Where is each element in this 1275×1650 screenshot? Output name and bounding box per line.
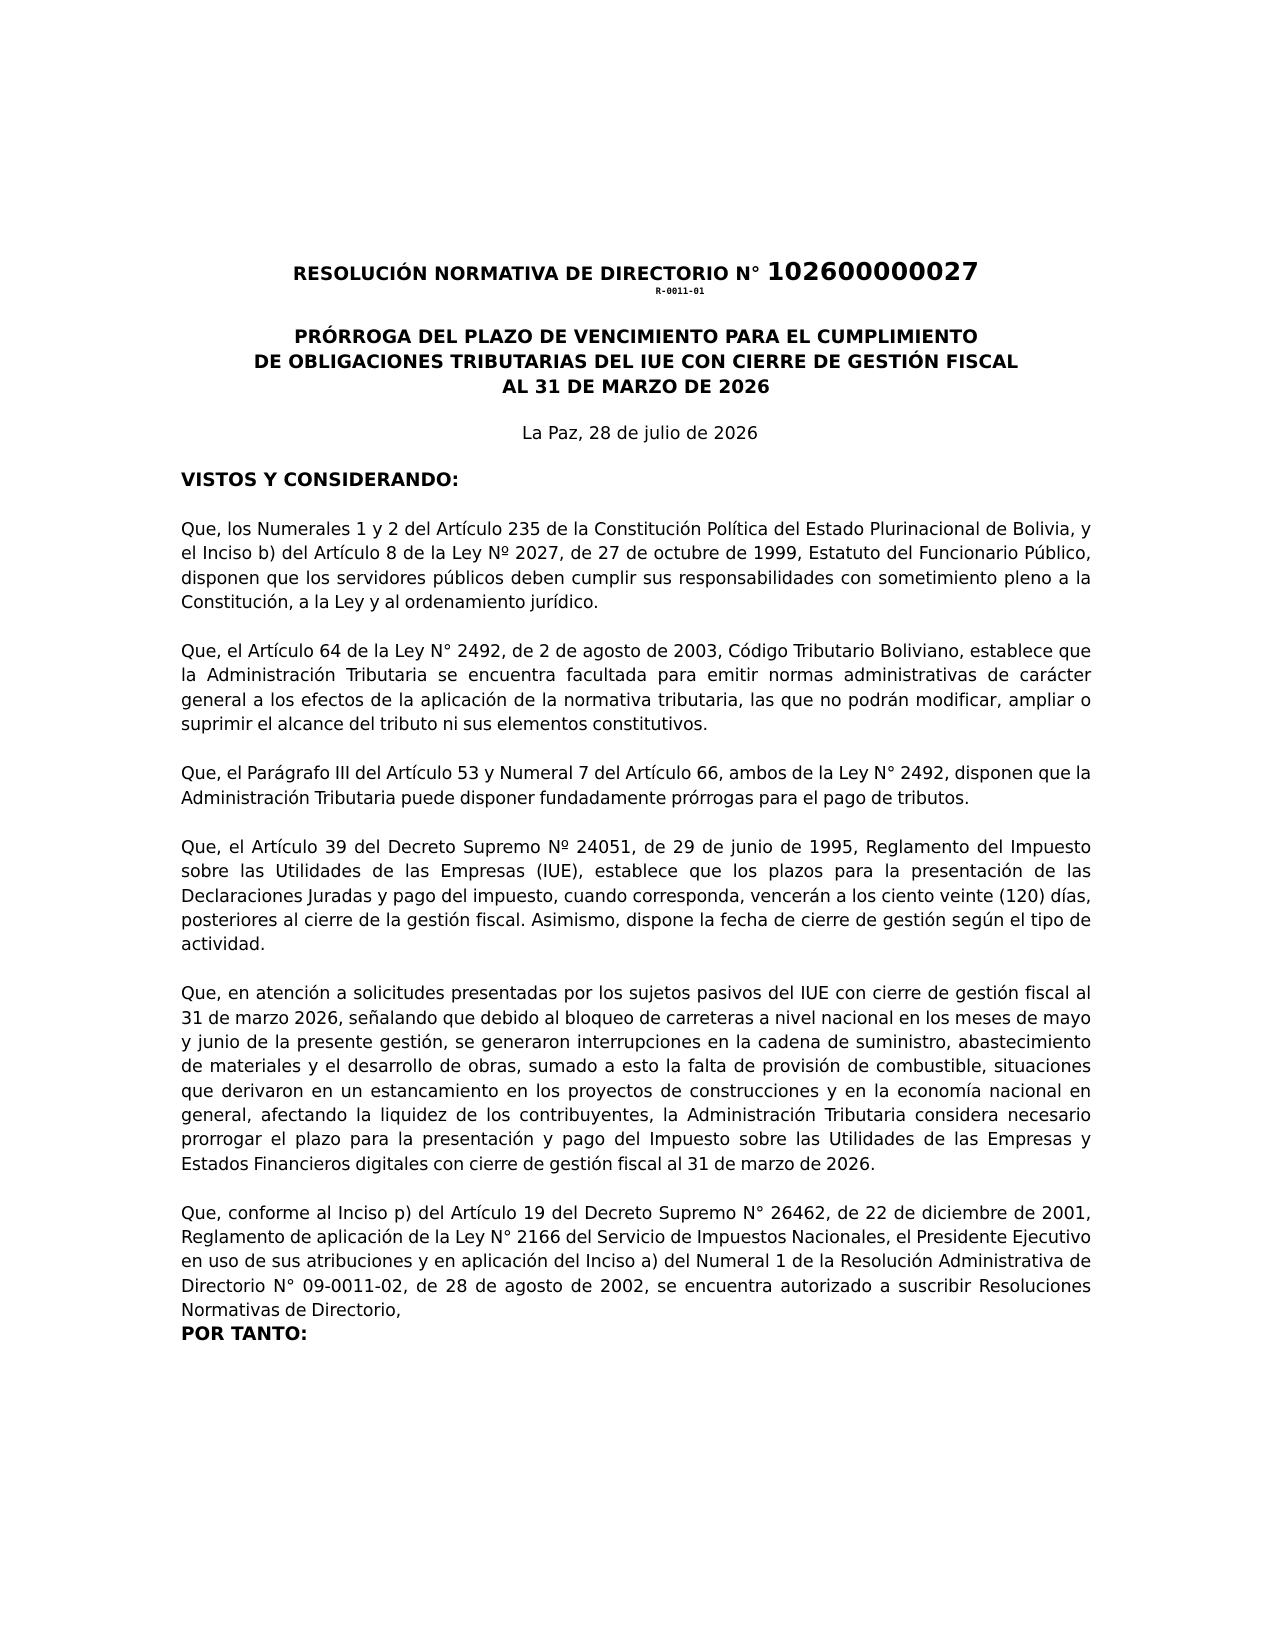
considerando-paragraph: Que, los Numerales 1 y 2 del Artículo 235 de la Constitución Política del Estado Plurinacional de Bolivia, y el Inciso b) del Artículo 8 de la Ley Nº 2027, de 27 de octubre de 1999, Estatuto del Funcionario Público, disponen que los servidores públicos deben cumplir sus responsabilidades con sometimiento pleno a la Constitución, a la Ley y al ordenamiento jurídico.: [181, 520, 1091, 613]
resolution-title-prefix: RESOLUCIÓN NORMATIVA DE DIRECTORIO N°: [292, 264, 761, 285]
resolution-subject: [181, 325, 1091, 400]
considerando-paragraph: Que, en atención a solicitudes presentadas por los sujetos pasivos del IUE con cierre de gestión fiscal al 31 de marzo 2026, señalando que debido al bloqueo de carreteras a nivel nacional en los meses de mayo y junio de la presente gestión, se generaron interrupciones en la cadena de suministro, abastecimiento de materiales y el desarrollo de obras, sumado a esto la falta de provisión de combustible, situaciones que derivaron en un estancamiento en los proyectos de construcciones y en la economía nacional en general, afectando la liquidez de los contribuyentes, la Administración Tributaria considera necesario prorrogar el plazo para la presentación y pago del Impuesto sobre las Utilidades de las Empresas y Estados Financieros digitales con cierre de gestión fiscal al 31 de marzo de 2026.: [181, 984, 1091, 1175]
considerando-paragraph: Que, el Parágrafo III del Artículo 53 y Numeral 7 del Artículo 66, ambos de la Ley N° 2492, disponen que la Administración Tributaria puede disponer fundadamente prórrogas para el pago de tributos.: [181, 764, 1091, 809]
closing-heading: POR TANTO:: [181, 1324, 308, 1346]
considerando-paragraph: Que, el Artículo 64 de la Ley N° 2492, de 2 de agosto de 2003, Código Tributario Boliviano, establece que la Administración Tributaria se encuentra facultada para emitir normas administrativas de carácter general a los efectos de la aplicación de la normativa tributaria, las que no podrán modificar, ampliar o suprimir el alcance del tributo ni sus elementos constitutivos.: [181, 642, 1091, 736]
considerando-paragraph: Que, conforme al Inciso p) del Artículo 19 del Decreto Supremo N° 26462, de 22 de diciembre de 2001, Reglamento de aplicación de la Ley N° 2166 del Servicio de Impuestos Nacionales, el Presidente Ejecutivo en uso de sus atribuciones y en aplicación del Inciso a) del Numeral 1 de la Resolución Administrativa de Directorio N° 09-0011-02, de 28 de agosto de 2002, se encuentra autorizado a suscribir Resoluciones Normativas de Directorio,: [181, 1203, 1091, 1322]
section-heading: VISTOS Y CONSIDERANDO:: [181, 470, 459, 491]
considerando-paragraph: Que, el Artículo 39 del Decreto Supremo Nº 24051, de 29 de junio de 1995, Reglamento del Impuesto sobre las Utilidades de las Empresas (IUE), establece que los plazos para la presentación de las Declaraciones Juradas y pago del impuesto, cuando corresponda, vencerán a los ciento veinte (120) días, posteriores al cierre de la gestión fiscal. Asimismo, dispone la fecha de cierre de gestión según el tipo de actividad.: [181, 837, 1091, 956]
resolution-number: 102600000027: [766, 257, 980, 286]
subject-line: PRÓRROGA DEL PLAZO DE VENCIMIENTO PARA EL CUMPLIMIENTO: [294, 327, 978, 348]
subject-line: DE OBLIGACIONES TRIBUTARIAS DEL IUE CON CIERRE DE GESTIÓN FISCAL: [253, 352, 1019, 373]
subject-line: AL 31 DE MARZO DE 2026: [502, 377, 770, 398]
form-code: R-0011-01: [655, 287, 705, 297]
document-body: [181, 256, 1091, 1347]
resolution-title: [181, 256, 1091, 291]
place-date: La Paz, 28 de julio de 2026: [521, 424, 759, 444]
